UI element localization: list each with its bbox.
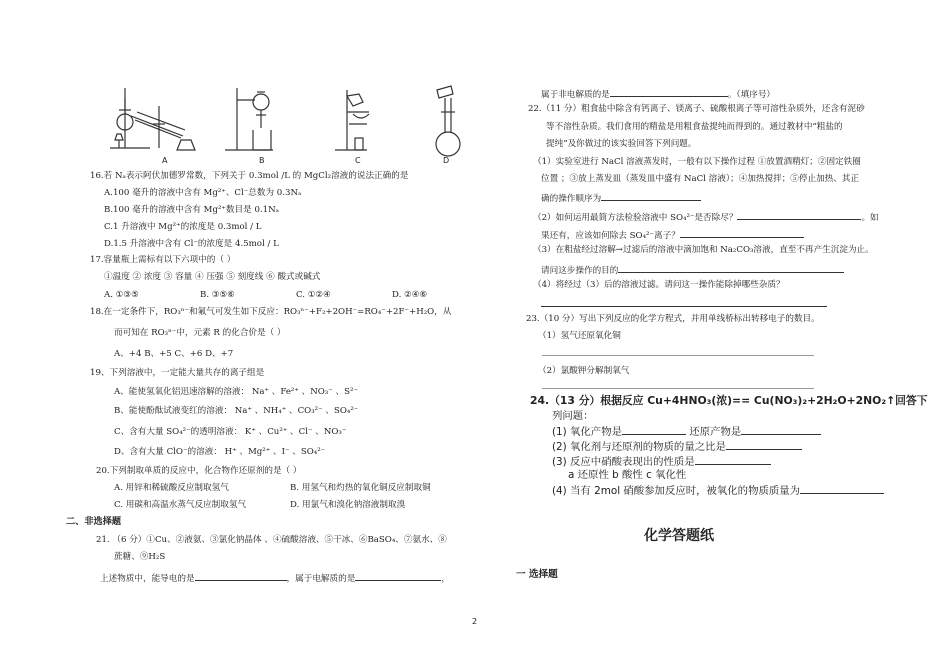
q19-stem: 19、下列溶液中，一定能大量共存的离子组是 (90, 368, 265, 378)
apparatus-figure (105, 84, 465, 164)
q22-part1-line3 (541, 191, 701, 205)
q22-part2-line1-end: 。如 (861, 213, 879, 223)
q22-part3-purpose-label: 请问这步操作的目的 (541, 266, 619, 276)
page-number: 2 (472, 617, 478, 626)
q24-part3-options: a 还原性 b 酸性 c 氧化性 (568, 469, 687, 481)
q23-part2-label: （2）氯酸钾分解制氧气 (538, 366, 630, 376)
q24-stem-line2: 列问题： (552, 410, 594, 422)
q22-line1: 22.（11 分）粗食盐中除含有钙离子、镁离子、硫酸根离子等可溶性杂质外，还含有泥砂 (528, 104, 865, 114)
q19-option-d: D、含有大量 ClO⁻的溶液： H⁺ 、Mg²⁺ 、I⁻ 、SO₄²⁻ (114, 447, 326, 457)
q22-part1-answer-blank[interactable] (601, 191, 701, 201)
q21-electrolyte-label: ，属于电解质的是 (286, 574, 356, 584)
q22-part3-line2 (541, 263, 844, 277)
q24-property-blank[interactable] (695, 455, 771, 465)
q22-part2-line2 (541, 228, 804, 242)
q20-stem: 20.下列制取单质的反应中，化合物作还原剂的是（ ） (96, 466, 302, 476)
q17-stem: 17.容量瓶上需标有以下六项中的（ ） (90, 255, 236, 265)
q22-part2-question: （2）如何运用最简方法检验溶液中 SO₄²⁻是否除尽？ (533, 213, 738, 223)
apparatus-label-c: C (355, 156, 361, 165)
q17-items: ①温度 ② 浓度 ③ 容量 ④ 压强 ⑤ 刻度线 ⑥ 酸式或碱式 (104, 272, 321, 282)
answer-sheet-title: 化学答题纸 (644, 528, 714, 544)
q22-part4-answer-blank[interactable] (541, 297, 827, 307)
q21-nonelectrolyte-suffix: 。（填序号） (727, 90, 776, 100)
q21-stem: 21. （6 分）①Cu、②液氨、③氯化钠晶体 、④硫酸溶液、⑤干冰、⑥BaSO₄、⑦氨水、⑧ (96, 535, 447, 545)
q22-part1-line1: （1）实验室进行 NaCl 溶液蒸发时，一般有以下操作过程 ①放置酒精灯；②固定铁圈 (533, 157, 861, 167)
q22-part2-check-blank[interactable] (737, 210, 861, 220)
q22-part2-line1 (533, 210, 879, 224)
q22-part4-answer-line[interactable] (541, 297, 827, 311)
q17-option-c: C. ①②④ (296, 290, 331, 300)
q23-part1-label: （1）氢气还原氧化铜 (538, 331, 621, 341)
section-heading-non-choice: 二、非选择题 (66, 516, 122, 527)
q24-mass-blank[interactable] (800, 484, 884, 494)
q24-oxidation-product-label: (1) 氧化产物是 (552, 426, 622, 438)
q24-part1 (552, 425, 821, 439)
q20-option-a: A. 用锌和稀硫酸反应制取氢气 (114, 483, 229, 493)
q22-part3-line1: （3）在粗盐经过溶解→过滤后的溶液中滴加饱和 Na₂CO₃溶液，直至不再产生沉淀为止。 (533, 245, 874, 255)
apparatus-c-evaporation (335, 90, 369, 150)
q24-part3 (552, 455, 771, 469)
q24-reduction-product-blank[interactable] (741, 425, 821, 435)
q19-option-a: A、能使氢氧化铝迅速溶解的溶液： Na⁺ 、Fe²⁺ 、NO₃⁻ 、S²⁻ (114, 387, 358, 397)
q21-line3 (100, 571, 450, 585)
apparatus-a-distillation (110, 88, 195, 150)
q20-option-d: D. 用氯气和溴化钠溶液制取溴 (290, 500, 406, 510)
q21-nonelectrolyte-blank[interactable] (610, 87, 728, 97)
apparatus-label-d: D (443, 156, 450, 165)
q22-part3-purpose-blank[interactable] (618, 263, 844, 273)
q23-part1-answer-line[interactable] (542, 355, 814, 356)
q16-option-a: A.100 毫升的溶液中含有 Mg²⁺、Cl⁻总数为 0.3Nₐ (104, 188, 302, 198)
q16-option-d: D.1.5 升溶液中含有 Cl⁻的浓度是 4.5mol / L (104, 239, 279, 249)
apparatus-b-separatory-funnel (225, 88, 273, 150)
q21-nonelectrolyte-label: 属于非电解质的是 (541, 90, 610, 100)
q21-comma: ， (441, 574, 450, 584)
q21-conductive-label: 上述物质中，能导电的是 (100, 574, 195, 584)
q22-part1-order-label: 确的操作顺序为 (541, 194, 602, 204)
q16-stem: 16.若 Nₐ表示阿伏加德罗常数，下列关于 0.3mol /L 的 MgCl₂溶液的说法正确的是 (90, 171, 409, 181)
q24-property-label: (3) 反应中硝酸表现出的性质是 (552, 456, 695, 468)
q16-option-b: B.100 毫升的溶液中含有 Mg²⁺数目是 0.1Nₐ (104, 205, 279, 215)
q22-line3: 提纯”及你做过的该实验回答下列问题。 (546, 139, 697, 149)
q23-stem: 23.（10 分）写出下列反应的化学方程式，并用单线桥标出转移电子的数目。 (526, 314, 820, 324)
q23-part2-answer-line[interactable] (542, 388, 814, 389)
q17-option-d: D. ②④⑥ (392, 290, 428, 300)
q21-continued (541, 87, 775, 101)
q24-reduction-product-label: 还原产物是 (685, 426, 742, 438)
q19-option-c: C、含有大量 SO₄²⁻的透明溶液： K⁺ 、Cu²⁺ 、Cl⁻ 、NO₃⁻ (114, 427, 347, 437)
q22-part1-line2: 位置 ；③放上蒸发皿（蒸发皿中盛有 NaCl 溶液）；④加热搅拌；⑤停止加热、其正 (541, 174, 860, 184)
q16-option-c: C.1 升溶液中 Mg²⁺的浓度是 0.3mol / L (104, 222, 262, 232)
q24-ratio-label: (2) 氧化剂与还原剂的物质的量之比是 (552, 441, 726, 453)
q18-options: A、+4 B、+5 C、+6 D、+7 (114, 349, 234, 359)
q22-part4-line1: （4）将经过（3）后的溶液过滤。请问这一操作能除掉哪些杂质？ (533, 280, 785, 290)
q17-option-b: B. ③⑤⑥ (200, 290, 235, 300)
q22-part2-remove-question: 果还有，应该如何除去 SO₄²⁻离子？ (541, 231, 680, 241)
q18-stem: 18.在一定条件下，RO₃ⁿ⁻和氟气可发生如下反应：RO₃ⁿ⁻+F₂+2OH⁻=RO₄⁻+2F⁻+H₂O，从 (90, 307, 452, 317)
apparatus-label-a: A (162, 156, 168, 165)
q24-mass-label: (4) 当有 2mol 硝酸参加反应时，被氧化的物质质量为 (552, 485, 801, 497)
q24-stem-text: 24.（13 分）根据反应 Cu+4HNO₃(浓)== Cu(NO₃)₂+2H₂O+2NO₂↑回答下 (530, 394, 928, 407)
q19-option-b: B、能使酚酞试液变红的溶液： Na⁺ 、NH₄⁺ 、CO₃²⁻ 、SO₄²⁻ (114, 406, 359, 416)
q17-option-a: A. ①③⑤ (104, 290, 139, 300)
q22-line2: 等不溶性杂质。我们食用的精盐是用粗食盐提纯而得到的。通过教材中“粗盐的 (546, 122, 843, 132)
apparatus-d-volumetric-flask (436, 86, 460, 156)
apparatus-label-b: B (259, 156, 265, 165)
q24-part4 (552, 484, 884, 498)
q20-option-b: B. 用氢气和灼热的氧化铜反应制取铜 (290, 483, 431, 493)
q24-oxidation-product-blank[interactable] (622, 425, 686, 435)
q22-part2-remove-blank[interactable] (680, 228, 804, 238)
q21-line2: 蔗糖、⑨H₂S (114, 552, 166, 562)
q20-option-c: C. 用碳和高温水蒸气反应制取氢气 (114, 500, 247, 510)
answer-section-multiple-choice: 一 选择题 (516, 569, 558, 580)
q18-line2: 而可知在 RO₃ⁿ⁻中，元素 R 的化合价是（ ） (114, 328, 286, 338)
q24-ratio-blank[interactable] (726, 440, 802, 450)
q21-conductive-blank[interactable] (195, 571, 287, 581)
q21-electrolyte-blank[interactable] (355, 571, 441, 581)
q24-part2 (552, 440, 802, 454)
q24-stem (530, 394, 928, 407)
